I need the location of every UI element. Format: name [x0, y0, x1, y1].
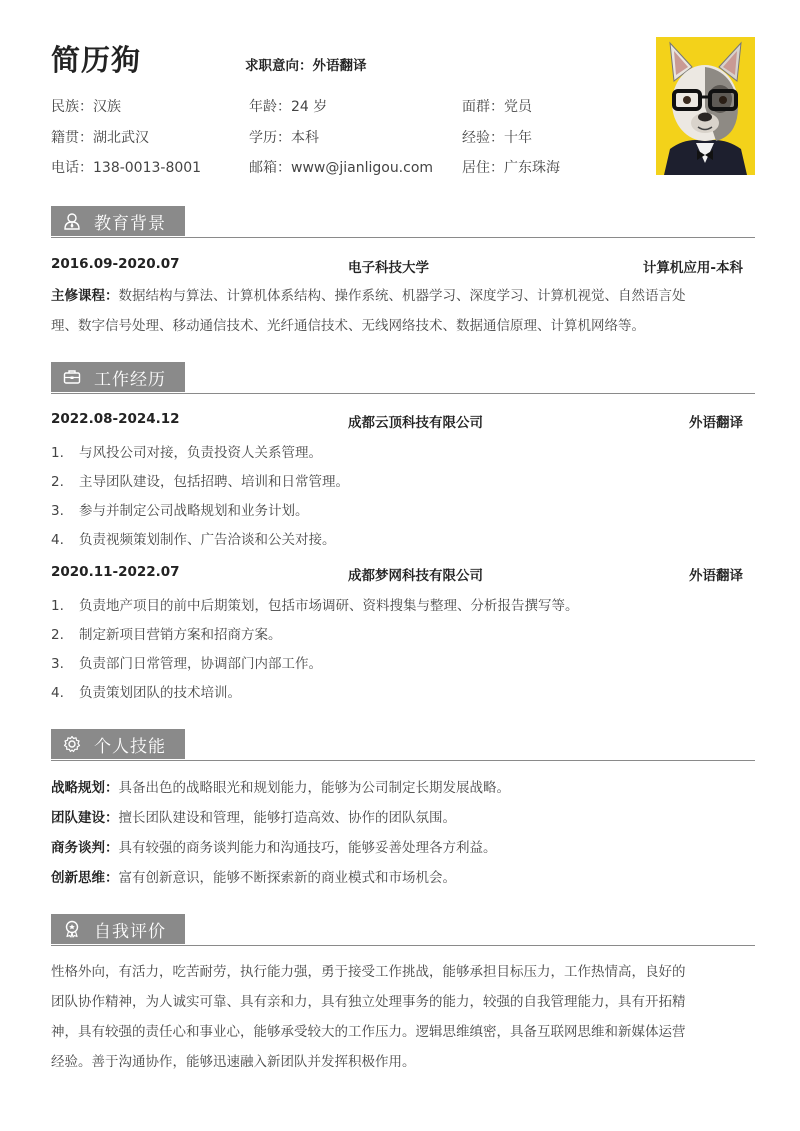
self-eval-line: 性格外向，有活力，吃苦耐劳，执行能力强，勇于接受工作挑战，能够承担目标压力，工作热情高，良好的	[51, 964, 686, 980]
skill-item: 团队建设：擅长团队建设和管理，能够打造高效、协作的团队氛围。	[51, 810, 456, 826]
list-item: 1. 与风投公司对接，负责投资人关系管理。	[51, 445, 322, 461]
section-title: 个人技能	[94, 737, 166, 757]
education-courses	[51, 281, 755, 341]
profile-photo	[656, 37, 755, 175]
self-evaluation	[51, 957, 755, 1077]
section-title: 教育背景	[94, 214, 166, 234]
info-residence: 居住：广东珠海	[462, 160, 560, 176]
list-item: 4. 负责策划团队的技术培训。	[51, 685, 241, 701]
section-header-self	[51, 914, 755, 946]
list-item: 4. 负责视频策划制作、广告洽谈和公关对接。	[51, 532, 336, 548]
info-experience: 经验：十年	[462, 130, 532, 146]
work-row	[51, 411, 743, 431]
badge-icon	[63, 920, 81, 938]
gear-icon	[63, 735, 81, 753]
education-period: 2016.09-2020.07	[51, 256, 180, 272]
work-role: 外语翻译	[689, 415, 743, 431]
info-political: 面群：党员	[462, 99, 532, 115]
courses-line-1: 数据结构与算法、计算机体系结构、操作系统、机器学习、深度学习、计算机视觉、自然语言处	[118, 288, 686, 304]
section-tab	[51, 362, 185, 392]
list-item: 2. 主导团队建设，包括招聘、培训和日常管理。	[51, 474, 349, 490]
section-tab	[51, 729, 185, 759]
section-header-work	[51, 362, 755, 394]
info-email: 邮箱：www@jianligou.com	[249, 160, 434, 176]
skill-item: 战略规划：具备出色的战略眼光和规划能力，能够为公司制定长期发展战略。	[51, 780, 510, 796]
education-row	[51, 256, 743, 276]
list-item: 2. 制定新项目营销方案和招商方案。	[51, 627, 282, 643]
work-row	[51, 564, 743, 584]
work-company: 成都梦网科技有限公司	[348, 568, 483, 584]
self-eval-line: 经验。善于沟通协作，能够迅速融入新团队并发挥积极作用。	[51, 1054, 416, 1070]
list-item: 1. 负责地产项目的前中后期策划，包括市场调研、资料搜集与整理、分析报告撰写等。	[51, 598, 579, 614]
info-degree: 学历：本科	[249, 130, 319, 146]
info-hometown: 籍贯：湖北武汉	[51, 130, 149, 146]
education-major: 计算机应用-本科	[642, 260, 743, 276]
skill-item: 创新思维：富有创新意识，能够不断探索新的商业模式和市场机会。	[51, 870, 456, 886]
section-header-skills	[51, 729, 755, 761]
section-tab	[51, 206, 185, 236]
student-icon	[63, 212, 81, 230]
courses-line-2: 理、数字信号处理、移动通信技术、光纤通信技术、无线网络技术、数据通信原理、计算机网络等。	[51, 318, 645, 334]
objective-value: 外语翻译	[312, 58, 367, 74]
info-age: 年龄：24 岁	[249, 99, 328, 115]
work-company: 成都云顶科技有限公司	[348, 415, 483, 431]
job-objective	[245, 54, 367, 74]
self-eval-line: 团队协作精神，为人诚实可靠、具有亲和力，具有独立处理事务的能力，较强的自我管理能力，具有开拓精	[51, 994, 686, 1010]
section-header-education	[51, 206, 755, 238]
education-school: 电子科技大学	[348, 260, 429, 276]
self-eval-line: 神，具有较强的责任心和事业心，能够承受较大的工作压力。逻辑思维缜密，具备互联网思维和新媒体运营	[51, 1024, 686, 1040]
objective-label: 求职意向：	[245, 58, 313, 74]
briefcase-icon	[63, 368, 81, 386]
courses-label: 主修课程：	[51, 288, 119, 304]
section-title: 自我评价	[94, 922, 166, 942]
list-item: 3. 参与并制定公司战略规划和业务计划。	[51, 503, 309, 519]
section-title: 工作经历	[94, 370, 166, 390]
info-phone: 电话：138-0013-8001	[51, 160, 202, 176]
info-ethnicity: 民族：汉族	[51, 99, 121, 115]
skill-item: 商务谈判：具有较强的商务谈判能力和沟通技巧，能够妥善处理各方利益。	[51, 840, 497, 856]
section-tab	[51, 914, 185, 944]
work-period: 2022.08-2024.12	[51, 411, 180, 427]
work-period: 2020.11-2022.07	[51, 564, 180, 580]
work-role: 外语翻译	[689, 568, 743, 584]
list-item: 3. 负责部门日常管理，协调部门内部工作。	[51, 656, 322, 672]
resume-name: 简历狗	[51, 43, 142, 77]
skills-list	[51, 773, 755, 893]
